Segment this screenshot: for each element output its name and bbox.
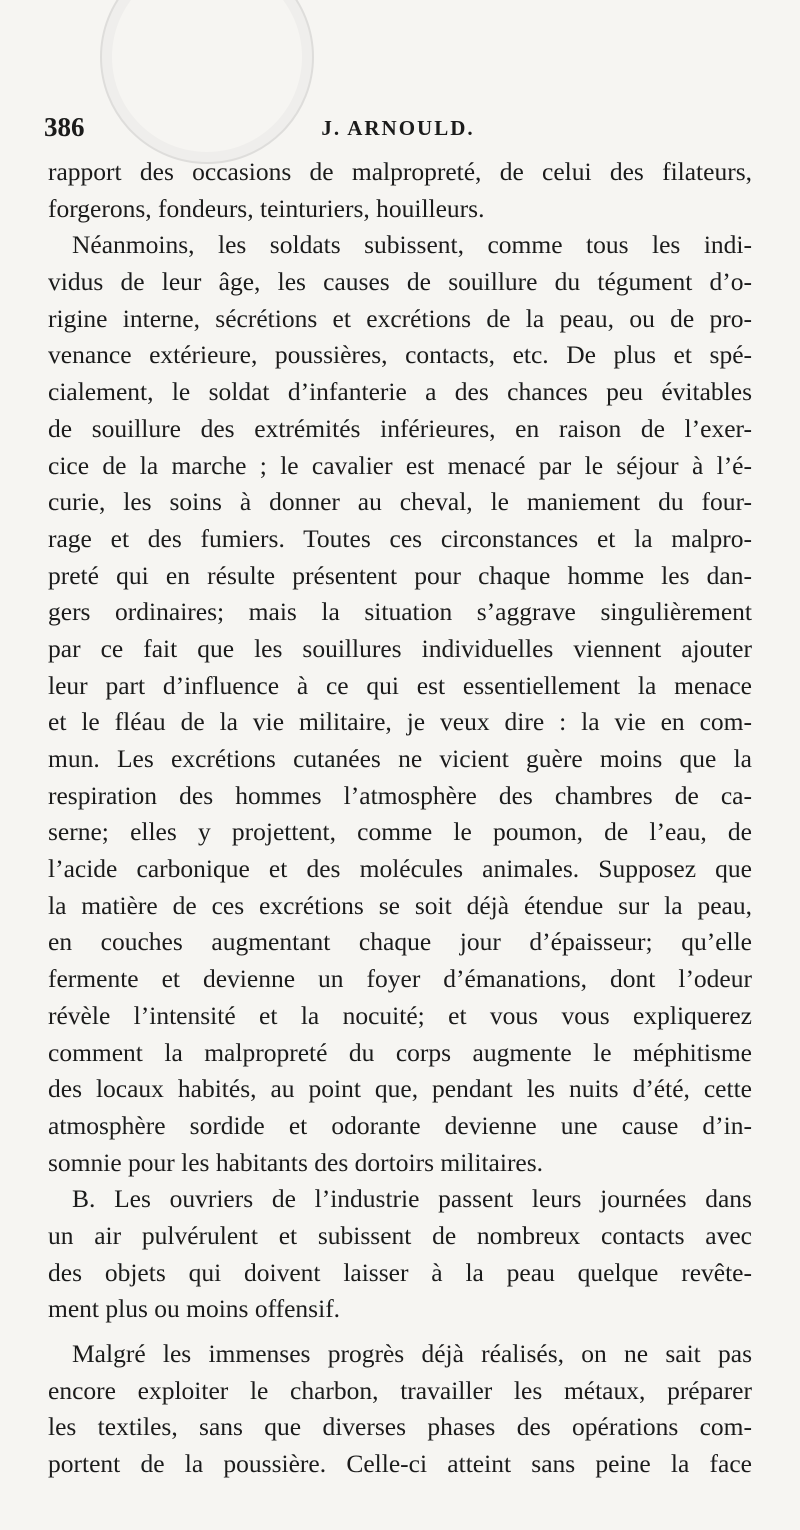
text-line: venance extérieure, poussières, contacts, etc. De plus et spé- (48, 340, 752, 370)
text-line: les textiles, sans que diverses phases des opérations com- (48, 1412, 752, 1442)
text-line: un air pulvérulent et subissent de nombreux contacts avec (48, 1220, 752, 1250)
body-text (48, 154, 752, 1483)
text-line: gers ordinaires; mais la situation s’aggrave singulièrement (48, 597, 752, 627)
text-line: B. Les ouvriers de l’industrie passent leurs journées dans (72, 1184, 752, 1214)
text-line: vidus de leur âge, les causes de souillure du tégument d’o- (48, 267, 752, 297)
text-line: fermente et devienne un foyer d’émanations, dont l’odeur (48, 964, 752, 994)
text-line: rigine interne, sécrétions et excrétions de la peau, ou de pro- (48, 303, 752, 333)
text-line: des objets qui doivent laisser à la peau quelque revête- (48, 1257, 752, 1287)
text-line: l’acide carbonique et des molécules animales. Supposez que (48, 854, 752, 884)
text-line: somnie pour les habitants des dortoirs militaires. (48, 1147, 544, 1177)
text-line: et le fléau de la vie militaire, je veux dire : la vie en com- (48, 707, 752, 737)
text-line: la matière de ces excrétions se soit déjà étendue sur la peau, (48, 890, 752, 920)
text-line: rage et des fumiers. Toutes ces circonstances et la malpro- (48, 523, 752, 553)
page-header (44, 112, 752, 152)
text-line: forgerons, fondeurs, teinturiers, houilleurs. (48, 193, 485, 223)
text-line: comment la malpropreté du corps augmente le méphitisme (48, 1037, 752, 1067)
text-line: Malgré les immenses progrès déjà réalisés, on ne sait pas (72, 1339, 752, 1368)
text-line: encore exploiter le charbon, travailler les métaux, préparer (48, 1375, 752, 1405)
text-line: cice de la marche ; le cavalier est menacé par le séjour à l’é- (48, 450, 752, 480)
text-line: leur part d’influence à ce qui est essentiellement la menace (48, 670, 752, 700)
text-line: des locaux habités, au point que, pendant les nuits d’été, cette (48, 1074, 752, 1104)
paragraph-gap (48, 1328, 752, 1336)
text-line: preté qui en résulte présentent pour chaque homme les dan- (48, 560, 752, 590)
text-line: en couches augmentant chaque jour d’épaisseur; qu’elle (48, 927, 752, 957)
text-line: rapport des occasions de malpropreté, de celui des filateurs, (48, 157, 752, 186)
text-line: de souillure des extrémités inférieures, en raison de l’exer- (48, 413, 752, 443)
text-line: mun. Les excrétions cutanées ne vicient guère moins que la (48, 744, 752, 773)
text-line: révèle l’intensité et la nocuité; et vous vous expliquerez (48, 1000, 752, 1030)
text-line: atmosphère sordide et odorante devienne une cause d’in- (48, 1110, 752, 1140)
text-line: serne; elles y projettent, comme le poumon, de l’eau, de (48, 817, 752, 847)
text-line: ment plus ou moins offensif. (48, 1294, 341, 1324)
text-line: cialement, le soldat d’infanterie a des chances peu évitables (48, 377, 752, 407)
text-line: respiration des hommes l’atmosphère des chambres de ca- (48, 780, 752, 810)
text-line: par ce fait que les souillures individuelles viennent ajouter (48, 633, 752, 663)
running-head: J. ARNOULD. (321, 116, 475, 140)
text-line: portent de la poussière. Celle-ci atteint sans peine la face (48, 1449, 752, 1479)
text-line: Néanmoins, les soldats subissent, comme tous les indi- (72, 230, 752, 260)
text-line: curie, les soins à donner au cheval, le maniement du four- (48, 487, 752, 517)
page-number: 386 (44, 112, 85, 142)
